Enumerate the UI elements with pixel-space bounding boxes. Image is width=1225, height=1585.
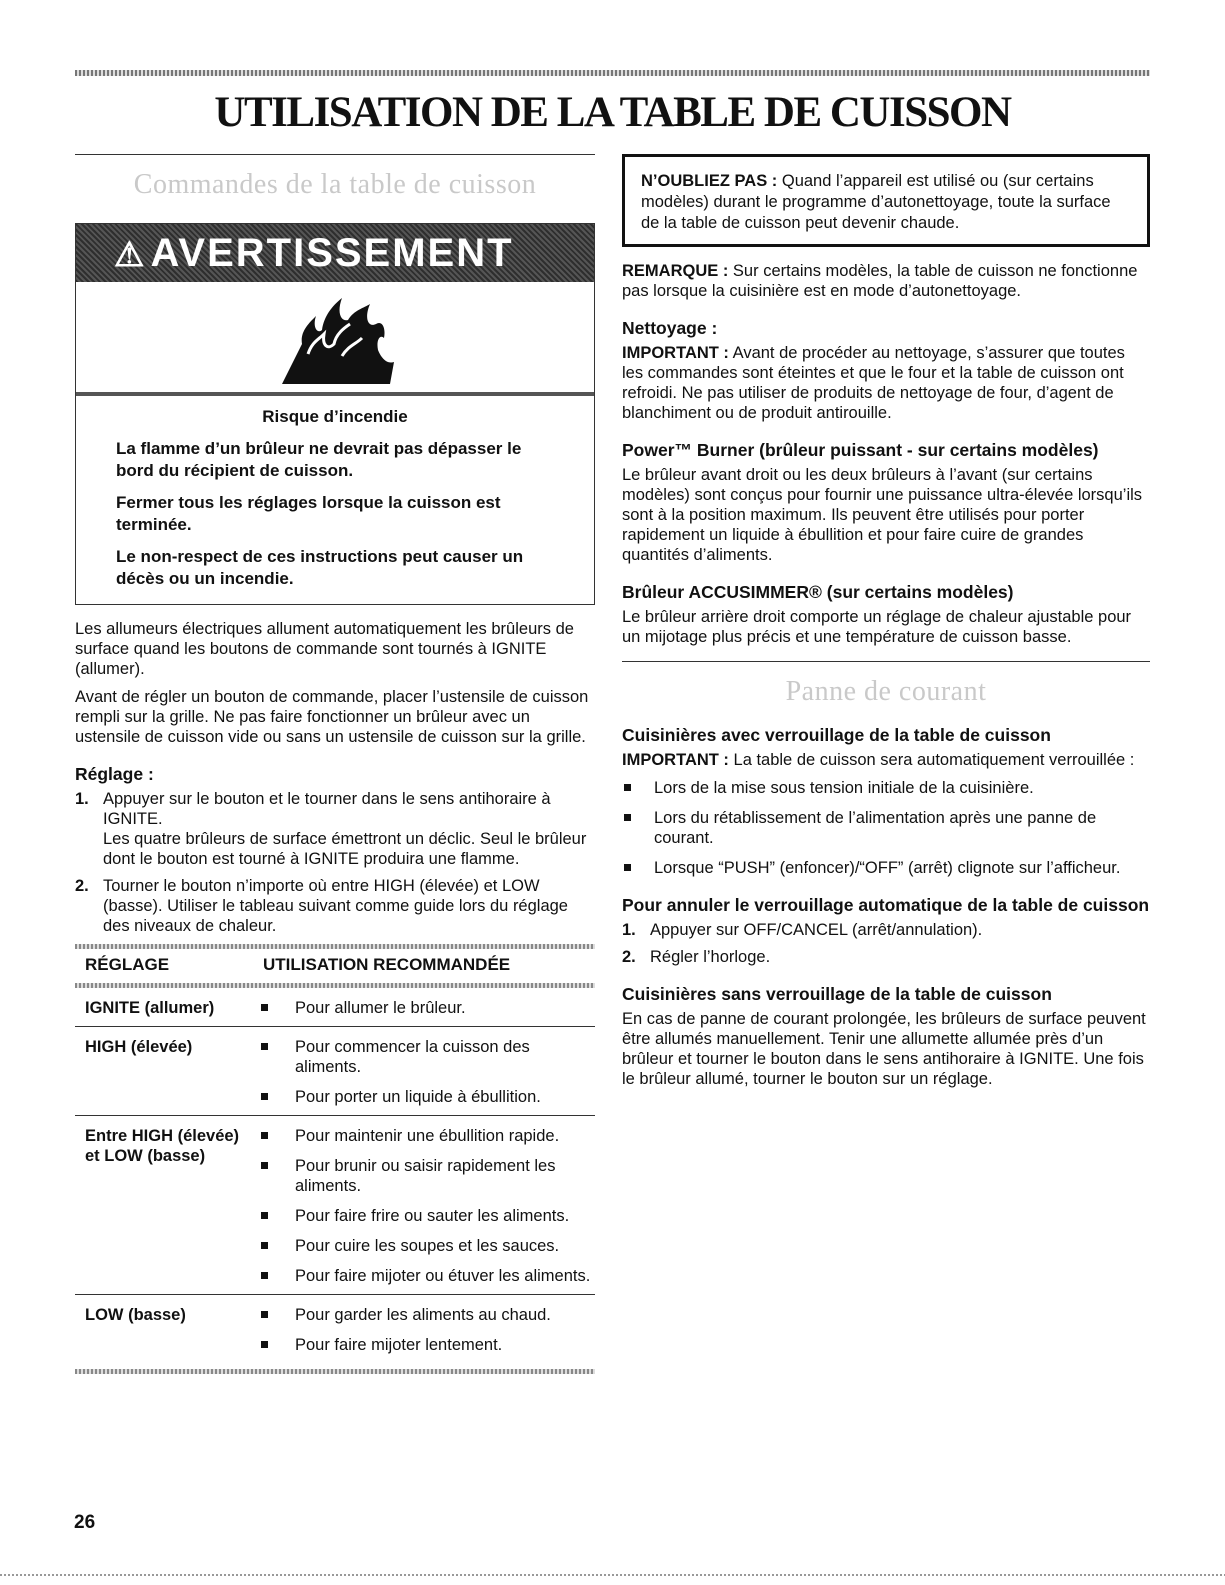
- bullet-item: [622, 808, 1150, 848]
- bottom-rule: [0, 1574, 1225, 1576]
- verrouillage-bullets: [622, 778, 1150, 878]
- sans-verrouillage-paragraph: En cas de panne de courant prolongée, les brûleurs de surface peuvent être allumés manuellement. Tenir une allumette allumée près d’un brûleur et tourner le bouton dans le sens antihoraire à IGNITE. Une fois le brûleur allumé, tourner le bouton sur un réglage.: [622, 1010, 1146, 1088]
- nettoyage-text: Avant de procéder au nettoyage, s’assurer que toutes les commandes sont éteintes et que le four et la table de cuisson ont refroidi. Ne pas utiliser de produits de nettoyage de four, d’agent de blanchiment ou de produit antirouille.: [622, 344, 1125, 422]
- right-column: [622, 154, 1150, 1097]
- use-item: [255, 1037, 595, 1077]
- bullet-icon: [261, 1043, 268, 1050]
- row-label: IGNITE (allumer): [85, 999, 215, 1017]
- bullet-item: [622, 858, 1150, 878]
- section-rule: [75, 154, 595, 155]
- table-bottom-rule: [75, 1369, 595, 1374]
- step-number: 1.: [75, 790, 89, 808]
- use-item: [255, 1266, 595, 1286]
- reglage-heading: Réglage :: [75, 764, 154, 784]
- row-uses: [255, 998, 595, 1018]
- note-label: N’OUBLIEZ PAS :: [641, 172, 778, 190]
- top-rule: [75, 70, 1150, 76]
- bullet-icon: [261, 1093, 268, 1100]
- table-row: [75, 1027, 595, 1116]
- use-item: [255, 1087, 595, 1107]
- warning-body: [76, 396, 594, 604]
- warning-line-1: La flamme d’un brûleur ne devrait pas dépasser le bord du récipient de cuisson.: [116, 439, 522, 480]
- step-number: 2.: [622, 948, 636, 966]
- bullet-text: Lors du rétablissement de l’alimentation après une panne de courant.: [654, 809, 1097, 847]
- accusimmer-paragraph: Le brûleur arrière droit comporte un réglage de chaleur ajustable pour un mijotage plus précis et une température de cuisson basse.: [622, 608, 1132, 646]
- bullet-item: [622, 778, 1150, 798]
- use-text: Pour faire mijoter ou étuver les aliments.: [295, 1267, 591, 1285]
- use-text: Pour brunir ou saisir rapidement les aliments.: [295, 1157, 556, 1195]
- use-item: [255, 1156, 595, 1196]
- step-text: Tourner le bouton n’importe où entre HIGH (élevée) et LOW (basse). Utiliser le tableau suivant comme guide lors du réglage des niveaux de chaleur.: [103, 877, 568, 935]
- table-header-row: [75, 949, 595, 983]
- table-row: [75, 1295, 595, 1363]
- step-text: Appuyer sur le bouton et le tourner dans le sens antihoraire à IGNITE.: [103, 790, 551, 828]
- reglage-step: [75, 876, 595, 936]
- nettoyage-label: IMPORTANT :: [622, 344, 729, 362]
- paragraph-avant-regler: Avant de régler un bouton de commande, placer l’ustensile de cuisson rempli sur la grille. Ne pas faire fonctionner un brûleur avec un ustensile de cuisson vide ou sans un ustensile de cuisson sur la grille.: [75, 688, 589, 746]
- nettoyage-paragraph: [622, 343, 1150, 423]
- use-item: [255, 1206, 595, 1226]
- table-header-reglage: RÉGLAGE: [85, 955, 170, 974]
- use-text: Pour commencer la cuisson des aliments.: [295, 1038, 530, 1076]
- bullet-text: Lorsque “PUSH” (enfoncer)/“OFF” (arrêt) clignote sur l’afficheur.: [654, 859, 1121, 877]
- bullet-icon: [261, 1311, 268, 1318]
- fire-icon: [272, 294, 396, 386]
- use-item: [255, 1126, 595, 1146]
- row-uses: [255, 1305, 595, 1355]
- left-column: [75, 154, 595, 1374]
- section-rule: [622, 661, 1150, 662]
- settings-table: [75, 944, 595, 1374]
- warning-header-label: AVERTISSEMENT: [150, 231, 514, 275]
- use-text: Pour faire mijoter lentement.: [295, 1336, 503, 1354]
- bullet-icon: [261, 1212, 268, 1219]
- warning-header: [76, 224, 594, 282]
- bullet-icon: [624, 784, 631, 791]
- use-text: Pour faire frire ou sauter les aliments.: [295, 1207, 570, 1225]
- bullet-text: Lors de la mise sous tension initiale de la cuisinière.: [654, 779, 1034, 797]
- use-text: Pour garder les aliments au chaud.: [295, 1306, 551, 1324]
- sans-verrouillage-heading: Cuisinières sans verrouillage de la table de cuisson: [622, 984, 1052, 1004]
- step-text: Appuyer sur OFF/CANCEL (arrêt/annulation).: [650, 921, 983, 939]
- row-label: HIGH (élevée): [85, 1038, 193, 1056]
- table-row: [75, 988, 595, 1027]
- avec-verrouillage-paragraph: [622, 750, 1150, 770]
- use-item: [255, 1335, 595, 1355]
- bullet-icon: [261, 1242, 268, 1249]
- accusimmer-heading: Brûleur ACCUSIMMER® (sur certains modèles): [622, 582, 1014, 602]
- remarque-text: Sur certains modèles, la table de cuisson ne fonctionne pas lorsque la cuisinière est en mode d’autonettoyage.: [622, 262, 1138, 300]
- avec-label: IMPORTANT :: [622, 751, 729, 769]
- annuler-heading: Pour annuler le verrouillage automatique de la table de cuisson: [622, 895, 1150, 915]
- bullet-icon: [261, 1132, 268, 1139]
- table-header-utilisation: UTILISATION RECOMMANDÉE: [263, 955, 511, 974]
- warning-box: [75, 223, 595, 605]
- annuler-step: [622, 947, 1150, 967]
- warning-line-3: Le non-respect de ces instructions peut causer un décès ou un incendie.: [116, 547, 524, 588]
- bullet-icon: [624, 864, 631, 871]
- page-number: 26: [74, 1512, 96, 1533]
- step-number: 2.: [75, 877, 89, 895]
- step-text: Régler l’horloge.: [650, 948, 771, 966]
- use-text: Pour cuire les soupes et les sauces.: [295, 1237, 560, 1255]
- bullet-icon: [261, 1272, 268, 1279]
- remarque-paragraph: [622, 261, 1150, 301]
- bullet-icon: [261, 1004, 268, 1011]
- annuler-step: [622, 920, 1150, 940]
- warning-line-2: Fermer tous les réglages lorsque la cuisson est terminée.: [116, 493, 501, 534]
- use-text: Pour allumer le brûleur.: [295, 999, 466, 1017]
- use-item: [255, 1305, 595, 1325]
- bullet-icon: [261, 1162, 268, 1169]
- row-uses: [255, 1126, 595, 1286]
- bullet-icon: [624, 814, 631, 821]
- use-text: Pour porter un liquide à ébullition.: [295, 1088, 541, 1106]
- use-text: Pour maintenir une ébullition rapide.: [295, 1127, 560, 1145]
- avec-text: La table de cuisson sera automatiquement verrouillée :: [728, 751, 1135, 769]
- row-label: LOW (basse): [85, 1306, 186, 1324]
- remarque-label: REMARQUE :: [622, 262, 729, 280]
- reglage-steps: [75, 789, 595, 936]
- nettoyage-heading: Nettoyage :: [622, 318, 718, 338]
- power-burner-heading: Power™ Burner (brûleur puissant - sur certains modèles): [622, 440, 1099, 460]
- section-heading-panne: Panne de courant: [785, 676, 987, 707]
- row-label: Entre HIGH (élevée) et LOW (basse): [85, 1127, 240, 1165]
- annuler-steps: [622, 920, 1150, 967]
- avec-verrouillage-heading: Cuisinières avec verrouillage de la table de cuisson: [622, 725, 1051, 745]
- warning-triangle-icon: ⚠: [114, 236, 147, 274]
- step-number: 1.: [622, 921, 636, 939]
- reglage-step: [75, 789, 595, 869]
- use-item: [255, 998, 595, 1018]
- warning-subtitle: Risque d’incendie: [262, 407, 408, 426]
- use-item: [255, 1236, 595, 1256]
- warning-icon-area: [76, 282, 594, 396]
- step-subtext: Les quatre brûleurs de surface émettront un déclic. Seul le brûleur dont le bouton est tourné à IGNITE produira une flamme.: [103, 830, 587, 868]
- paragraph-allumeurs: Les allumeurs électriques allument automatiquement les brûleurs de surface quand les boutons de commande sont tournés à IGNITE (allumer).: [75, 620, 574, 678]
- page-title: UTILISATION DE LA TABLE DE CUISSON: [214, 89, 1011, 136]
- row-uses: [255, 1037, 595, 1107]
- section-heading-commandes: Commandes de la table de cuisson: [133, 169, 537, 200]
- note-text: Quand l’appareil est utilisé ou (sur certains modèles) durant le programme d’autonettoyage, toute la surface de la table de cuisson peut devenir chaude.: [641, 172, 1111, 232]
- power-burner-paragraph: Le brûleur avant droit ou les deux brûleurs à l’avant (sur certains modèles) sont conçus pour fournir une puissance ultra-élevée lorsqu’ils sont à la position maximum. Ils peuvent être utilisés pour porter rapidement un liquide à ébullition et pour faire cuire de grandes quantités d’aliments.: [622, 466, 1143, 564]
- table-row: [75, 1116, 595, 1295]
- note-box: [622, 154, 1150, 247]
- bullet-icon: [261, 1341, 268, 1348]
